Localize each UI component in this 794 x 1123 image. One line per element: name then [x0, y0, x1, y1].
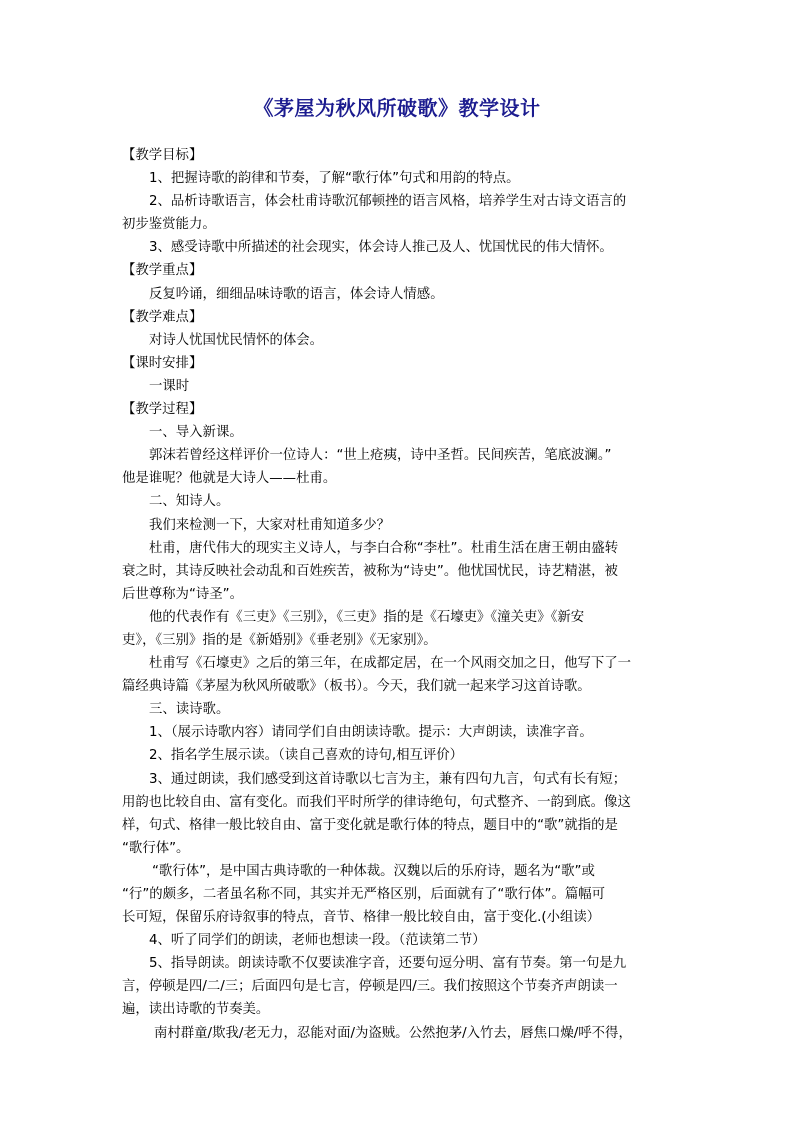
body-line: 【教学过程】: [122, 402, 203, 418]
body-line: “行”的颇多，二者虽名称不同，其实并无严格区别，后面就有了“歌行体”。篇幅可: [122, 887, 606, 902]
body-line: 一课时: [149, 378, 190, 394]
body-line: 反复吟诵，细细品味诗歌的语言，体会诗人情感。: [149, 286, 444, 302]
body-line: 初步鉴赏能力。: [122, 217, 216, 233]
body-line: 【教学难点】: [122, 309, 203, 325]
body-line: 他的代表作有《三吏》《三别》，《三吏》指的是《石壕吏》《潼关吏》《新安: [149, 609, 585, 625]
body-line: 三、读诗歌。: [149, 702, 230, 718]
body-line: 对诗人忧国忧民情怀的体会。: [149, 332, 324, 348]
body-line: 2、品析诗歌语言，体会杜甫诗歌沉郁顿挫的语言风格，培养学生对古诗文语言的: [149, 194, 627, 210]
body-line: 样，句式、格律一般比较自由、富于变化就是歌行体的特点，题目中的“歌”就指的是: [122, 817, 618, 833]
document-body: [122, 144, 682, 1045]
body-line: 1、把握诗歌的韵律和节奏，了解“歌行体”句式和用韵的特点。: [149, 171, 520, 187]
body-line: “歌行体”，是中国古典诗歌的一种体裁。汉魏以后的乐府诗，题名为“歌”或: [152, 863, 595, 879]
body-line: 3、感受诗歌中所描述的社会现实，体会诗人推己及人、忧国忧民的伟大情怀。: [149, 240, 613, 256]
body-line: 【课时安排】: [122, 355, 203, 371]
body-line: 杜甫写《石壕吏》之后的第三年，在成都定居，在一个风雨交加之日，他写下了一: [149, 656, 632, 672]
body-line: 一、导入新课。: [149, 425, 243, 441]
body-line: 郭沫若曾经这样评价一位诗人：“世上疮痍，诗中圣哲。民间疾苦，笔底波澜。”: [149, 448, 612, 464]
body-line: 后世尊称为“诗圣”。: [122, 586, 243, 602]
body-line: 【教学重点】: [122, 263, 203, 279]
body-line: 用韵也比较自由、富有变化。而我们平时所学的律诗绝句，句式整齐、一韵到底。像这: [122, 794, 631, 810]
body-line: 吏》，《三别》指的是《新婚别》《垂老别》《无家别》。: [122, 632, 437, 648]
body-line: 南村群童/欺我/老无力，忍能对面/为盗贼。公然抱茅/入竹去，唇焦口燥/呼不得，: [154, 1025, 632, 1041]
body-line: 遍，读出诗歌的节奏美。: [122, 1002, 270, 1018]
document-title: 《茅屋为秋风所破歌》教学设计: [253, 96, 541, 120]
body-line: 篇经典诗篇《茅屋为秋风所破歌》（板书）。今天，我们就一起来学习这首诗歌。: [122, 679, 591, 695]
body-line: “歌行体”。: [122, 840, 190, 856]
body-line: 3、通过朗读，我们感受到这首诗歌以七言为主，兼有四句九言，句式有长有短；: [149, 771, 627, 787]
body-line: 他是谁呢？他就是大诗人——杜甫。: [122, 471, 337, 487]
body-line: 5、指导朗读。朗读诗歌不仅要读准字音，还要句逗分明、富有节奏。第一句是九: [149, 956, 627, 972]
body-line: 2、指名学生展示读。（读自己喜欢的诗句,相互评价）: [149, 748, 464, 764]
body-line: 长可短，保留乐府诗叙事的特点，音节、格律一般比较自由，富于变化.(小组读）: [122, 910, 601, 926]
body-line: 1、（展示诗歌内容）请同学们自由朗读诗歌。提示：大声朗读，读准字音。: [149, 725, 593, 741]
body-line: 我们来检测一下，大家对杜甫知道多少？: [149, 517, 391, 533]
body-line: 4、听了同学们的朗读，老师也想读一段。（范读第二节）: [149, 933, 486, 949]
body-line: 衰之时，其诗反映社会动乱和百姓疾苦，被称为“诗史”。他忧国忧民，诗艺精湛，被: [122, 563, 618, 579]
body-line: 【教学目标】: [122, 148, 203, 163]
body-line: 言，停顿是四/二/三；后面四句是七言，停顿是四/三。我们按照这个节奏齐声朗读一: [122, 979, 618, 995]
body-line: 二、知诗人。: [149, 494, 230, 510]
body-line: 杜甫，唐代伟大的现实主义诗人，与李白合称“李杜”。杜甫生活在唐王朝由盛转: [149, 540, 619, 556]
